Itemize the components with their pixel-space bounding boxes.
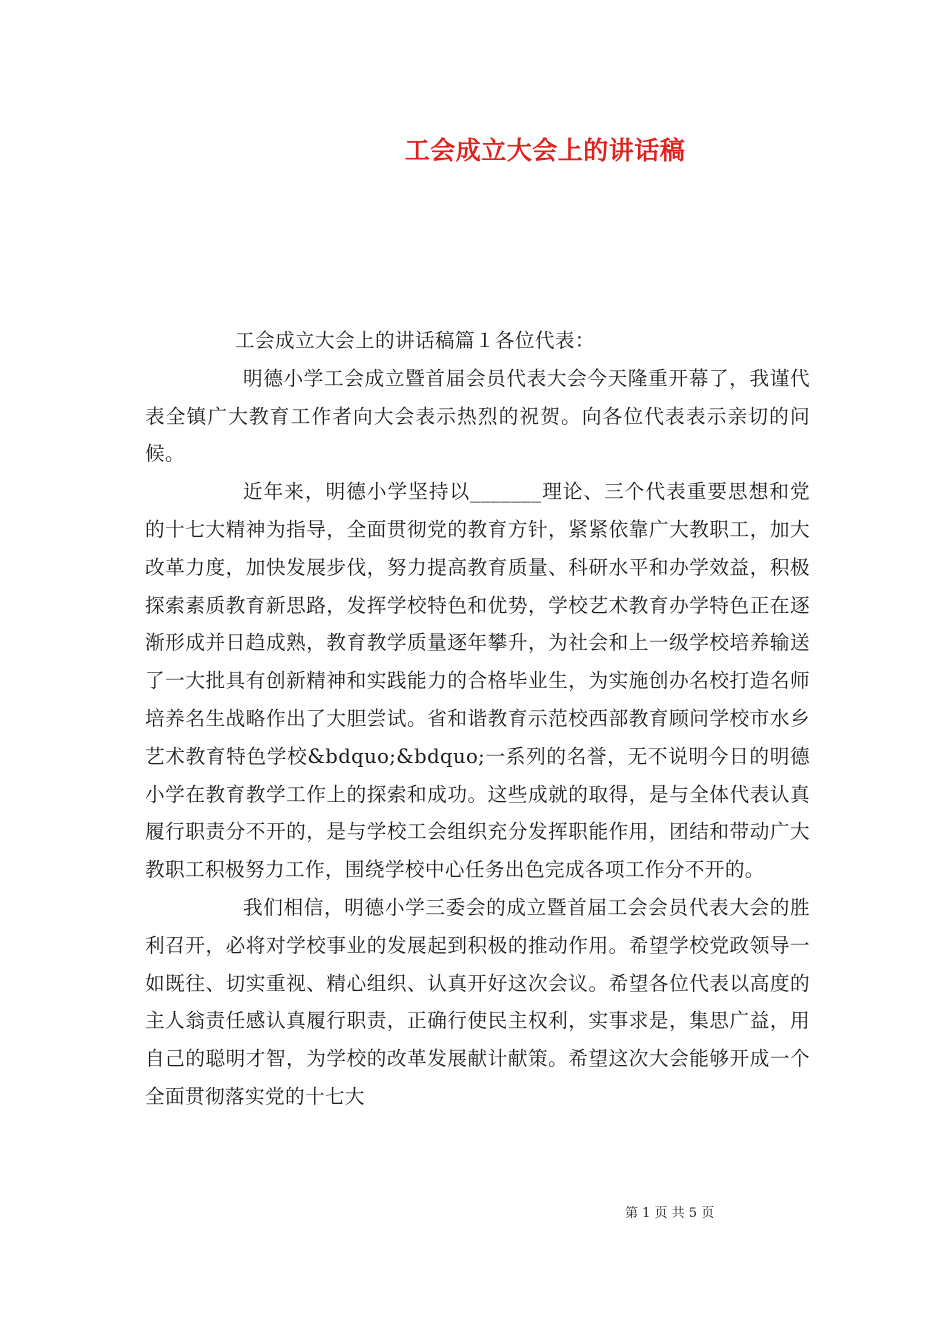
paragraph-salutation: 工会成立大会上的讲话稿篇１各位代表： (235, 329, 595, 352)
paragraph-opening: 明德小学工会成立暨首届会员代表大会今天隆重开幕了，我谨代表全镇广大教育工作者向大会表示热烈的祝贺。向各位代表表示亲切的问候。 (145, 366, 810, 466)
document-title: 工会成立大会上的讲话稿 (404, 136, 686, 165)
paragraph-achievements: 近年来，明德小学坚持以_______理论、三个代表重要思想和党的十七大精神为指导，全面贯彻党的教育方针，紧紧依靠广大教职工，加大改革力度，加快发展步伐，努力提高教育质量、科研水平和办学效益，积极探索素质教育新思路，发挥学校特色和优势，学校艺术教育办学特色正在逐渐形成并日趋成熟，教育教学质量逐年攀升，为社会和上一级学校培养输送了一大批具有创新精神和实践能力的合格毕业生，为实施创办名校打造名师培养名生战略作出了大胆尝试。省和谐教育示范校西部教育顾问学校市水乡艺术教育特色学校&bdquo;&bdquo;一系列的名誉，无不说明今日的明德小学在教育教学工作上的探索和成功。这些成就的取得，是与全体代表认真履行职责分不开的，是与学校工会组织充分发挥职能作用，团结和带动广大教职工积极努力工作，围绕学校中心任务出色完成各项工作分不开的。 (145, 480, 810, 882)
paragraph-expectations: 我们相信，明德小学三委会的成立暨首届工会会员代表大会的胜利召开，必将对学校事业的发展起到积极的推动作用。希望学校党政领导一如既往、切实重视、精心组织、认真开好这次会议。希望各位代表以高度的主人翁责任感认真履行职责，正确行使民主权利，实事求是，集思广益，用自己的聪明才智，为学校的改革发展献计献策。希望这次大会能够开成一个全面贯彻落实党的十七大 (145, 895, 810, 1108)
page-number-footer: 第 1 页 共 5 页 (625, 1206, 715, 1221)
document-body (145, 322, 810, 1116)
